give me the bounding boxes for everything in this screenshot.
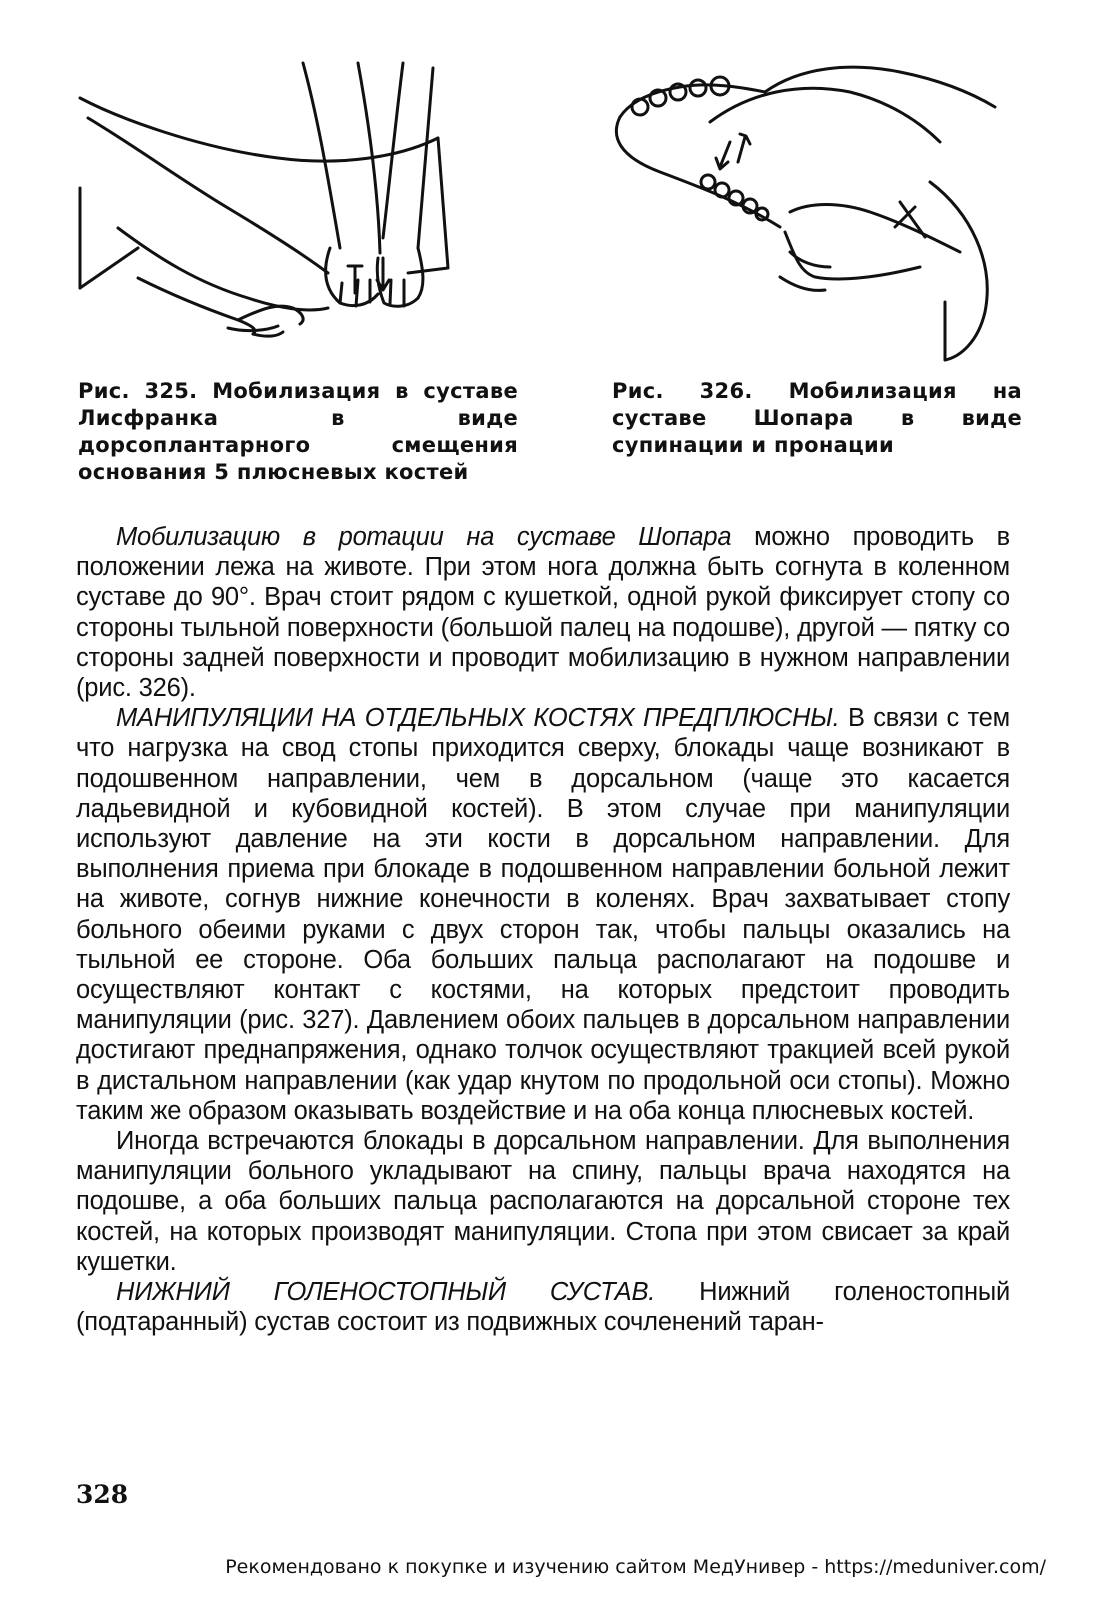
- footer-watermark-text: Рекомендовано к покупке и изучению сайтом МедУнивер - https://meduniver.com/: [225, 1556, 1046, 1578]
- paragraph-1-text: можно проводить в положении лежа на животе. При этом нога должна быть согнута в коленном суставе до 90°. Врач стоит рядом с кушеткой, одной рукой фиксирует стопу со стороны тыльной поверхности (большой палец на подошве), другой — пятку со стороны задней поверхности и проводит мобилизацию в нужном направлении (рис. 326).: [76, 523, 1011, 703]
- figure-326-caption-label: Рис. 326.: [612, 379, 753, 403]
- paragraph-2-text: В связи с тем что нагрузка на свод стопы приходится сверху, блокады чаще возникают в подошвенном направлении, чем в дорсальном (чаще это касается ладьевидной и кубовидной костей). В этом случае при манипуляции используют давление на эти кости в дорсальном направлении. Для выполнения приема при блокаде в подошвенном направлении больной лежит на животе, согнув нижние конечности в коленях. Врач захватывает стопу больного обеими руками с двух сторон так, чтобы пальцы оказались на тыльной ее стороне. Оба больших пальца располагают на подошве и осуществляют контакт с костями, на которых предстоит проводить манипуляции (рис. 327). Давлением обоих пальцев в дорсальном направлении достигают преднапряжения, однако толчок осуществляют тракцией всей рукой в дистальном направлении (как удар кнутом по продольной оси стопы). Можно таким же образом оказывать воздействие и на оба конца плюсневых костей.: [76, 704, 1010, 1125]
- body-text: [76, 522, 1010, 1337]
- paragraph-4-italic-heading: НИЖНИЙ ГОЛЕНОСТОПНЫЙ СУСТАВ.: [116, 1278, 656, 1307]
- figure-326-illustration: [600, 62, 1005, 362]
- page-number: 328: [76, 1480, 129, 1509]
- figure-325-illustration: [78, 58, 498, 368]
- paragraph-dorsal-blockade: [76, 1126, 1010, 1277]
- paragraph-lower-ankle-joint: [76, 1277, 1010, 1337]
- paragraph-chopart-rotation: [76, 522, 1010, 703]
- figure-325-caption-text: Мобилизация в суставе Лисфранка в виде дорсоплантарного смещения основания 5 плюсневых костей: [78, 379, 518, 484]
- paragraph-4-text: Нижний голеностопный (подтаранный) сустав состоит из подвижных сочленений таран-: [76, 1278, 1011, 1337]
- figure-325-caption: [78, 378, 518, 486]
- figure-326-caption: [612, 378, 1022, 459]
- paragraph-2-italic-heading: МАНИПУЛЯЦИИ НА ОТДЕЛЬНЫХ КОСТЯХ ПРЕДПЛЮСНЫ.: [116, 704, 840, 733]
- lisfranc-mobilization-drawing: [78, 58, 498, 368]
- paragraph-tarsal-manipulation: [76, 703, 1010, 1126]
- figure-326-caption-text: Мобилизация на суставе Шопара в виде супинации и пронации: [612, 379, 1022, 457]
- chopart-mobilization-drawing: [600, 62, 1005, 362]
- paragraph-3-text: Иногда встречаются блокады в дорсальном направлении. Для выполнения манипуляции больного укладывают на спину, пальцы врача находятся на подошве, а оба больших пальца располагаются на дорсальной стороне тех костей, на которых производят манипуляции. Стопа при этом свисает за край кушетки.: [76, 1127, 1010, 1276]
- paragraph-1-italic-lead: Мобилизацию в ротации на суставе Шопара: [116, 523, 732, 551]
- figure-325-caption-label: Рис. 325.: [78, 379, 198, 403]
